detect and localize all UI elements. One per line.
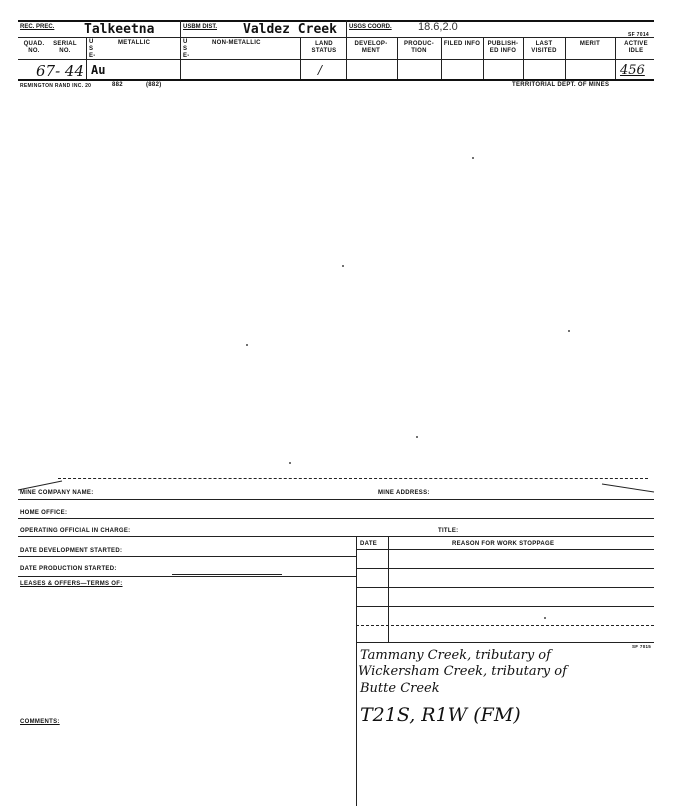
quad-serial-value: 67- 44: [36, 62, 85, 80]
department-label: TERRITORIAL DEPT. OF MINES: [512, 82, 610, 88]
date-col-label: DATE: [360, 541, 378, 547]
header-rule: [18, 37, 654, 38]
speck: [289, 462, 291, 464]
metallic-value: Au: [91, 63, 106, 77]
code-label: 882: [112, 82, 123, 88]
table-rule: [356, 642, 654, 643]
col-non-metallic: NON-METALLIC: [212, 40, 261, 46]
title-label: TITLE:: [438, 528, 459, 534]
leases-offers-label: LEASES & OFFERS—TERMS OF:: [20, 581, 123, 587]
mine-address-label: MINE ADDRESS:: [378, 490, 430, 496]
reason-col-label: REASON FOR WORK STOPPAGE: [452, 541, 555, 547]
rec-prec-value: Talkeetna: [84, 22, 155, 37]
form-top-rule: [58, 478, 648, 479]
speck: [472, 157, 474, 159]
stroke-mark: [600, 478, 660, 498]
col-serial-no: SERIAL NO.: [53, 41, 77, 54]
home-office-label: HOME OFFICE:: [20, 510, 68, 516]
divider: [346, 20, 347, 80]
table-rule: [356, 549, 654, 550]
mine-company-name-label: MINE COMPANY NAME:: [20, 490, 94, 496]
printer-label: REMINGTON RAND INC. 20: [20, 83, 92, 89]
note-line-4: T21S, R1W (FM): [360, 704, 521, 726]
speck: [568, 330, 570, 332]
note-line-3: Butte Creek: [360, 681, 440, 696]
form-rule: [18, 576, 356, 577]
usgs-coord-value: 18.6,2.0: [418, 21, 458, 33]
col-development: DEVELOP- MENT: [354, 41, 388, 54]
date-development-label: DATE DEVELOPMENT STARTED:: [20, 548, 123, 554]
col-use-nonmetallic: U S E-: [183, 39, 190, 59]
col-published-info: PUBLISH- ED INFO: [487, 41, 519, 54]
col-land-status: LAND STATUS: [311, 41, 337, 54]
speck: [246, 344, 248, 346]
form-rule: [18, 556, 356, 557]
form-rule: [18, 536, 654, 537]
note-line-2: Wickersham Creek, tributary of: [358, 664, 567, 679]
table-rule: [356, 625, 654, 626]
col-filed-info: FILED INFO: [443, 41, 481, 47]
form-rule: [18, 518, 654, 519]
usbm-dist-value: Valdez Creek: [243, 22, 337, 37]
col-production: PRODUC- TION: [403, 41, 435, 54]
code-label-2: (882): [146, 82, 162, 88]
table-rule: [356, 587, 654, 588]
usgs-coord-label: USGS COORD.: [349, 24, 392, 30]
form-rule: [18, 499, 654, 500]
usbm-dist-label: USBM DIST.: [183, 24, 218, 30]
table-rule: [356, 568, 654, 569]
col-metallic: METALLIC: [118, 40, 151, 46]
rec-prec-label: REC. PREC.: [20, 24, 55, 30]
table-rule: [356, 606, 654, 607]
col-active-idle: ACTIVE IDLE: [624, 41, 648, 54]
speck: [342, 265, 344, 267]
land-status-value: /: [318, 63, 323, 77]
header-rule: [18, 59, 654, 60]
form-number-2: SF 7015: [632, 644, 652, 649]
speck: [416, 436, 418, 438]
row-bottom-rule: [18, 79, 654, 81]
col-quad-no: QUAD. NO.: [23, 41, 45, 54]
speck: [544, 617, 546, 619]
date-production-label: DATE PRODUCTION STARTED:: [20, 566, 117, 572]
form-number: SF 7014: [628, 32, 650, 38]
active-idle-value: 456: [620, 63, 645, 78]
center-divider: [356, 536, 357, 806]
date-col-divider: [388, 536, 389, 642]
col-merit: MERIT: [579, 41, 601, 47]
comments-label: COMMENTS:: [20, 719, 60, 725]
col-last-visited: LAST VISITED: [531, 41, 557, 54]
form-rule: [172, 574, 282, 575]
divider: [180, 20, 181, 80]
note-line-1: Tammany Creek, tributary of: [360, 648, 551, 663]
operating-official-label: OPERATING OFFICIAL IN CHARGE:: [20, 528, 131, 534]
col-use-metallic: U S E-: [89, 39, 96, 59]
